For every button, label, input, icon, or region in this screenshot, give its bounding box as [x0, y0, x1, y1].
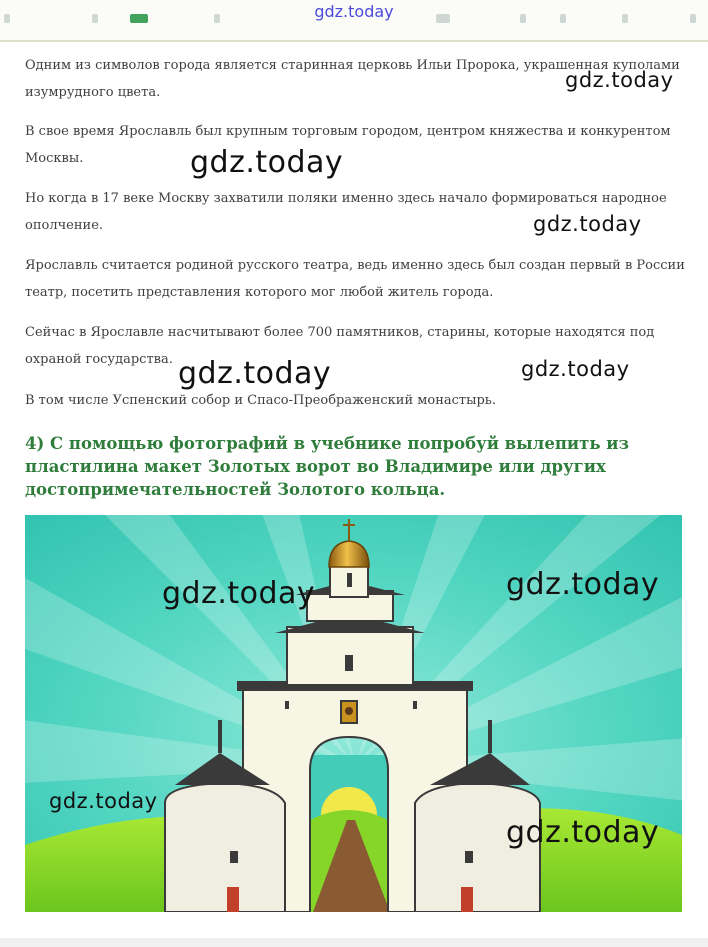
- watermark: gdz.today: [178, 356, 332, 391]
- watermark: gdz.today: [521, 357, 630, 381]
- watermark: gdz.today: [49, 789, 158, 813]
- paragraph-theatre: Ярославль считается родиной русского театра, ведь именно здесь был создан первый в России театр, посетить представления которого мог любой житель города.: [25, 258, 685, 300]
- watermark: gdz.today: [190, 145, 344, 180]
- paragraph-monuments: Сейчас в Ярославле насчитывают более 700 памятников, старины, которые находятся под охраной государства.: [25, 325, 655, 367]
- paragraph-trade-city: В свое время Ярославль был крупным торговым городом, центром княжества и конкурентом Москвы.: [25, 124, 671, 166]
- watermark: gdz.today: [506, 567, 660, 602]
- task-heading: 4) С помощью фотографий в учебнике попробуй вылепить из пластилина макет Золотых ворот во Владимире или других достопримечательностей Золотого кольца.: [25, 434, 630, 499]
- site-header: [0, 0, 708, 42]
- header-watermark: gdz.today: [314, 2, 394, 21]
- page-footer: [0, 938, 708, 947]
- watermark: gdz.today: [533, 212, 642, 236]
- paragraph-militia: Но когда в 17 веке Москву захватили поляки именно здесь начало формироваться народное ополчение.: [25, 191, 667, 233]
- paragraph-church: Одним из символов города является старинная церковь Ильи Пророка, украшенная куполами изумрудного цвета.: [25, 58, 680, 100]
- watermark: gdz.today: [162, 576, 316, 611]
- watermark: gdz.today: [506, 815, 660, 850]
- paragraph-cathedral: В том числе Успенский собор и Спасо-Преображенский монастырь.: [25, 393, 496, 408]
- watermark: gdz.today: [565, 68, 674, 92]
